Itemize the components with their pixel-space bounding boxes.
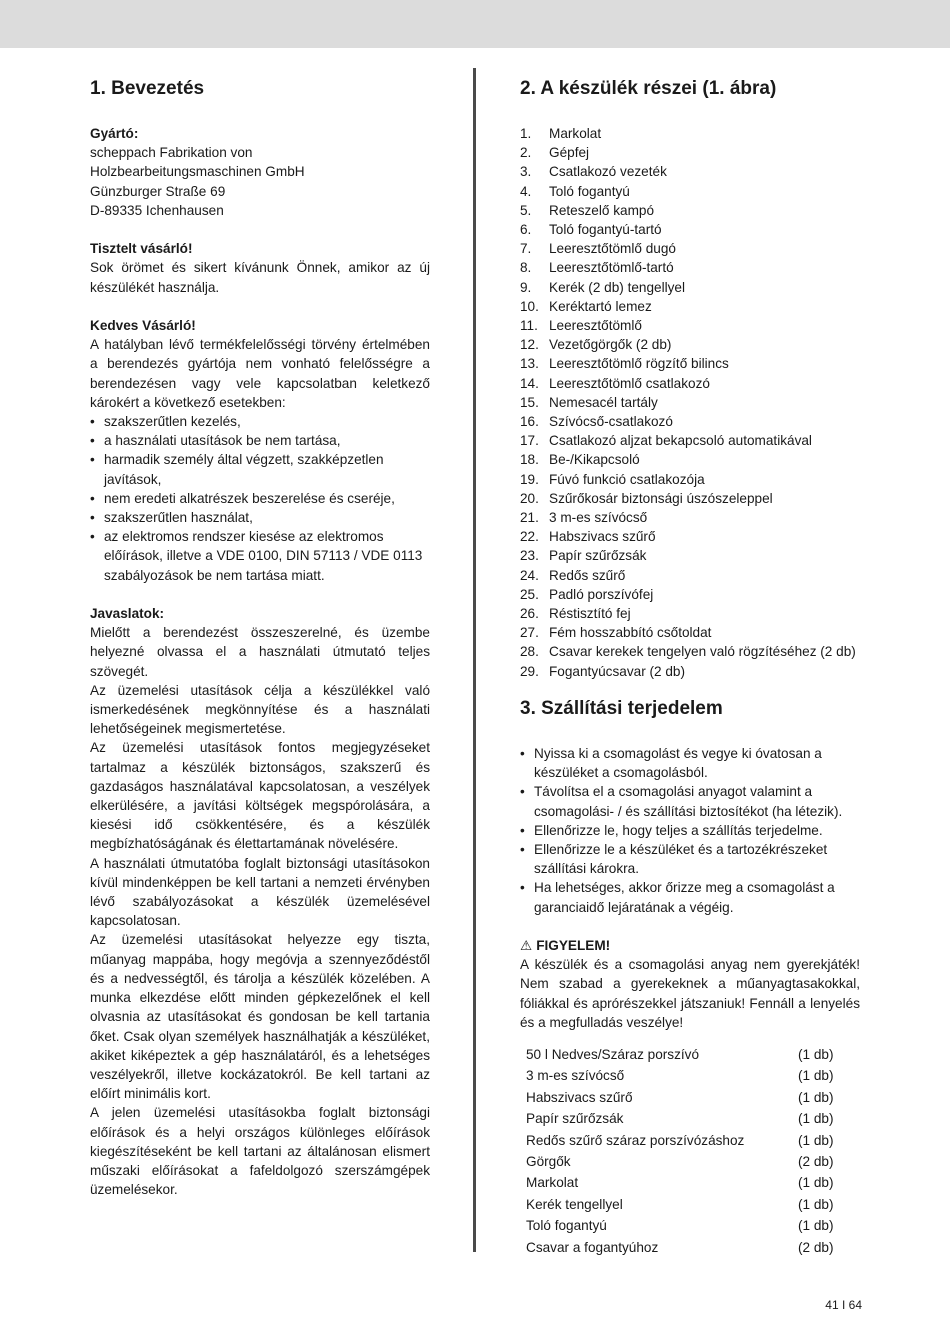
part-item bbox=[520, 604, 860, 623]
part-label: Redős szűrő bbox=[549, 567, 626, 583]
part-number: 19. bbox=[520, 471, 539, 487]
part-item bbox=[520, 527, 860, 546]
delivery-steps-list bbox=[520, 744, 860, 917]
contents-item: Redős szűrő száraz porszívózáshoz bbox=[526, 1132, 745, 1148]
part-item bbox=[520, 316, 860, 335]
part-item bbox=[520, 354, 860, 373]
section-title-delivery-scope: 3. Szállítási terjedelem bbox=[520, 697, 723, 719]
list-item: • Ellenőrizze le a készüléket és a tartozékrészeket szállítási károkra. bbox=[520, 841, 828, 877]
contents-item: Csavar a fogantyúhoz bbox=[526, 1239, 659, 1255]
part-label: Reteszelő kampó bbox=[549, 202, 655, 218]
table-row bbox=[526, 1044, 858, 1065]
part-number: 5. bbox=[520, 202, 532, 218]
part-item bbox=[520, 239, 860, 258]
part-number: 17. bbox=[520, 433, 539, 449]
warning-heading bbox=[520, 936, 860, 955]
table-row bbox=[526, 1151, 858, 1172]
list-item: • a használati utasítások be nem tartása, bbox=[90, 433, 341, 449]
greeting-label: Tisztelt vásárló! bbox=[90, 241, 193, 257]
part-item bbox=[520, 220, 860, 239]
part-label: 3 m-es szívócső bbox=[549, 510, 648, 526]
contents-item: Papír szűrőzsák bbox=[526, 1111, 624, 1127]
part-item bbox=[520, 642, 860, 661]
part-number: 1. bbox=[520, 126, 532, 141]
part-number: 24. bbox=[520, 567, 539, 583]
part-number: 28. bbox=[520, 644, 539, 660]
part-number: 14. bbox=[520, 375, 539, 391]
part-item bbox=[520, 489, 860, 508]
contents-quantity: (1 db) bbox=[798, 1068, 834, 1084]
liability-text: A hatályban lévő termékfelelősségi törvény értelmében a berendezés gyártója nem vonható felelősségre a berendezésen vagy vele kapcsolatban keletkező károkért a következő esetekben: bbox=[90, 337, 430, 410]
warning-label: FIGYELEM! bbox=[536, 937, 611, 953]
part-item bbox=[520, 431, 860, 450]
part-number: 8. bbox=[520, 260, 532, 276]
part-number: 9. bbox=[520, 279, 532, 295]
part-label: Csavar kerekek tengelyen való rögzítéséhez (2 db) bbox=[549, 644, 856, 660]
list-item: • szakszerűtlen kezelés, bbox=[90, 414, 241, 430]
contents-quantity: (1 db) bbox=[798, 1218, 834, 1234]
part-item bbox=[520, 374, 860, 393]
list-item: • nem eredeti alkatrészek beszerelése és cseréje, bbox=[90, 490, 395, 506]
table-row bbox=[526, 1130, 858, 1151]
warning-text: A készülék és a csomagolási anyag nem gyerekjáték! Nem szabad a gyerekeknek a műanyagtasakokkal, fóliákkal és aprórészekkel játszaniuk! Fennáll a lenyelés és a megfulladás veszélye! bbox=[520, 957, 860, 1030]
contents-quantity: (1 db) bbox=[798, 1089, 834, 1105]
table-row bbox=[526, 1215, 858, 1236]
part-item bbox=[520, 623, 860, 642]
part-item bbox=[520, 124, 860, 143]
manufacturer-line: Günzburger Straße 69 bbox=[90, 183, 226, 199]
part-label: Keréktartó lemez bbox=[549, 298, 652, 314]
part-item bbox=[520, 393, 860, 412]
liability-list bbox=[90, 412, 430, 585]
contents-quantity: (2 db) bbox=[798, 1239, 834, 1255]
warning-triangle-icon: ⚠ bbox=[520, 937, 533, 953]
part-number: 2. bbox=[520, 145, 532, 161]
part-number: 3. bbox=[520, 164, 532, 180]
advice-paragraph: Mielőtt a berendezést összeszerelné, és üzembe helyezné olvassa el a használati útmutató teljes szövegét. bbox=[90, 625, 430, 679]
list-item: • Távolítsa el a csomagolási anyagot valamint a csomagolási- / és szállítási biztosítékot (ha létezik). bbox=[520, 784, 843, 819]
part-label: Fúvó funkció csatlakozója bbox=[549, 471, 705, 487]
part-item bbox=[520, 162, 860, 181]
part-label: Leeresztőtömlő rögzítő bilincs bbox=[549, 356, 729, 372]
column-divider bbox=[473, 68, 476, 1252]
part-number: 13. bbox=[520, 356, 539, 372]
section-title-introduction: 1. Bevezetés bbox=[90, 78, 205, 99]
part-label: Padló porszívófej bbox=[549, 586, 654, 602]
part-label: Csatlakozó aljzat bekapcsoló automatikával bbox=[549, 433, 812, 449]
contents-quantity: (1 db) bbox=[798, 1196, 834, 1212]
part-item bbox=[520, 546, 860, 565]
contents-quantity: (1 db) bbox=[798, 1111, 834, 1127]
contents-item: Toló fogantyú bbox=[526, 1218, 607, 1234]
list-item: • Ellenőrizze le, hogy teljes a szállítás terjedelme. bbox=[520, 822, 823, 838]
parts-list bbox=[520, 124, 860, 681]
part-number: 27. bbox=[520, 625, 539, 641]
table-row bbox=[526, 1172, 858, 1193]
part-label: Fogantyúcsavar (2 db) bbox=[549, 663, 686, 679]
part-label: Kerék (2 db) tengellyel bbox=[549, 279, 686, 295]
part-label: Toló fogantyú bbox=[549, 183, 630, 199]
part-number: 22. bbox=[520, 529, 539, 545]
contents-table bbox=[526, 1044, 858, 1258]
advice-paragraph: Az üzemelési utasítások célja a készülékkel való ismerkedésének megkönnyítése és a használati lehetőségeinek megismertetése. bbox=[90, 682, 430, 737]
part-item bbox=[520, 201, 860, 220]
part-label: Toló fogantyú-tartó bbox=[549, 222, 662, 238]
part-label: Gépfej bbox=[549, 145, 590, 161]
part-label: Leeresztőtömlő dugó bbox=[549, 241, 676, 257]
list-item: • Ha lehetséges, akkor őrizze meg a csomagolást a garanciaidő lejáratának a végéig. bbox=[520, 880, 835, 915]
part-label: Markolat bbox=[549, 126, 602, 141]
left-column bbox=[90, 76, 430, 1199]
contents-item: Görgők bbox=[526, 1153, 571, 1169]
list-item: • harmadik személy által végzett, szakképzetlen javítások, bbox=[90, 452, 384, 487]
part-item bbox=[520, 258, 860, 277]
part-item bbox=[520, 412, 860, 431]
advice-paragraph: A jelen üzemelési utasításokba foglalt biztonsági előírások és a helyi országos különleges előírások kiegészítéseként be kell tartani az általánosan elismert műszaki előírásokat a fafeldolgozó szerszámgépek üzemelésekor. bbox=[90, 1105, 430, 1198]
contents-quantity: (1 db) bbox=[798, 1046, 834, 1062]
header-bar bbox=[0, 0, 950, 48]
part-label: Leeresztőtömlő bbox=[549, 318, 642, 334]
contents-item: 50 l Nedves/Száraz porszívó bbox=[526, 1046, 700, 1062]
contents-item: Habszivacs szűrő bbox=[526, 1089, 633, 1105]
contents-item: 3 m-es szívócső bbox=[526, 1068, 625, 1084]
part-item bbox=[520, 335, 860, 354]
manufacturer-label: Gyártó: bbox=[90, 126, 139, 141]
part-number: 12. bbox=[520, 337, 539, 353]
part-number: 29. bbox=[520, 663, 539, 679]
part-item bbox=[520, 508, 860, 527]
contents-item: Kerék tengellyel bbox=[526, 1196, 623, 1212]
part-label: Réstisztító fej bbox=[549, 606, 631, 622]
manufacturer-line: D-89335 Ichenhausen bbox=[90, 202, 224, 218]
part-number: 25. bbox=[520, 586, 539, 602]
part-label: Nemesacél tartály bbox=[549, 394, 658, 410]
part-number: 18. bbox=[520, 452, 539, 468]
right-column bbox=[520, 76, 860, 1258]
table-row bbox=[526, 1087, 858, 1108]
part-label: Szűrőkosár biztonsági úszószeleppel bbox=[549, 490, 773, 506]
contents-quantity: (1 db) bbox=[798, 1175, 834, 1191]
part-item bbox=[520, 585, 860, 604]
page-number: 41 I 64 bbox=[825, 1298, 862, 1312]
part-label: Be-/Kikapcsoló bbox=[549, 452, 640, 468]
table-row bbox=[526, 1237, 858, 1258]
list-item: • az elektromos rendszer kiesése az elektromos előírások, illetve a VDE 0100, DIN 57113 / VDE 0113 szabályozások be nem tartása miatt. bbox=[90, 529, 423, 583]
part-number: 23. bbox=[520, 548, 539, 564]
advice-paragraph: Az üzemelési utasításokat helyezze egy tiszta, műanyag mappába, hogy megóvja a szennyeződéstől és a nedvességtől, és tárolja a készülék közelében. A munka elkezdése előtt minden gépkezelőnek el kell olvasnia az utasításokat és gondosan be kell tartania őket. Csak olyan személyek használhatják a készüléket, akiket kiképeztek a gép használatáról, és a lehetséges veszélyekről, illetve kockázatokról. Be kell tartani az előírt minimális kort. bbox=[90, 932, 430, 1102]
greeting-text: Sok örömet és sikert kívánunk Önnek, amikor az új készülékét használja. bbox=[90, 260, 430, 295]
part-number: 20. bbox=[520, 490, 539, 506]
part-label: Papír szűrőzsák bbox=[549, 548, 647, 564]
advice-paragraph: Az üzemelési utasítások fontos megjegyzéseket tartalmaz a készülék biztonságos, szakszerű és gazdaságos használatával kapcsolatosan, a veszélyek elkerülésére, a javítási költségek megspórolására, a kiesési idő csökkentésére, és a készülék megbízhatóságának és élettartamának növelésére. bbox=[90, 740, 430, 852]
part-item bbox=[520, 278, 860, 297]
list-item: • szakszerűtlen használat, bbox=[90, 510, 253, 526]
part-item bbox=[520, 143, 860, 162]
table-row bbox=[526, 1108, 858, 1129]
part-number: 21. bbox=[520, 510, 539, 526]
part-label: Fém hosszabbító csőtoldat bbox=[549, 625, 712, 641]
part-label: Leeresztőtömlő-tartó bbox=[549, 260, 674, 276]
dear-customer-label: Kedves Vásárló! bbox=[90, 318, 196, 333]
part-label: Csatlakozó vezeték bbox=[549, 164, 667, 180]
contents-item: Markolat bbox=[526, 1175, 579, 1191]
contents-quantity: (2 db) bbox=[798, 1153, 834, 1169]
part-item bbox=[520, 662, 860, 681]
part-label: Habszivacs szűrő bbox=[549, 529, 656, 545]
part-item bbox=[520, 182, 860, 201]
part-number: 10. bbox=[520, 298, 539, 314]
list-item: • Nyissa ki a csomagolást és vegye ki óvatosan a készüléket a csomagolásból. bbox=[520, 745, 822, 781]
table-row bbox=[526, 1194, 858, 1215]
part-number: 6. bbox=[520, 222, 532, 238]
manufacturer-line: scheppach Fabrikation von bbox=[90, 145, 253, 161]
part-item bbox=[520, 470, 860, 489]
part-label: Vezetőgörgők (2 db) bbox=[549, 337, 672, 353]
part-number: 26. bbox=[520, 606, 539, 622]
part-number: 4. bbox=[520, 183, 532, 199]
table-row bbox=[526, 1065, 858, 1086]
section-title-parts: 2. A készülék részei (1. ábra) bbox=[520, 78, 777, 99]
advice-paragraph: A használati útmutatóba foglalt biztonsági utasításokon kívül mindenképpen be kell tartani a nemzeti érvényben lévő szabályozásokat a készülék üzemelésével kapcsolatosan. bbox=[90, 855, 430, 929]
part-number: 15. bbox=[520, 394, 539, 410]
contents-quantity: (1 db) bbox=[798, 1132, 834, 1148]
manufacturer-line: Holzbearbeitungsmaschinen GmbH bbox=[90, 164, 305, 180]
part-number: 7. bbox=[520, 241, 532, 257]
part-number: 16. bbox=[520, 414, 539, 430]
part-item bbox=[520, 566, 860, 585]
advice-label: Javaslatok: bbox=[90, 606, 165, 622]
part-number: 11. bbox=[520, 318, 538, 334]
part-item bbox=[520, 297, 860, 316]
part-label: Leeresztőtömlő csatlakozó bbox=[549, 375, 710, 391]
part-item bbox=[520, 450, 860, 469]
part-label: Szívócső-csatlakozó bbox=[549, 414, 673, 430]
